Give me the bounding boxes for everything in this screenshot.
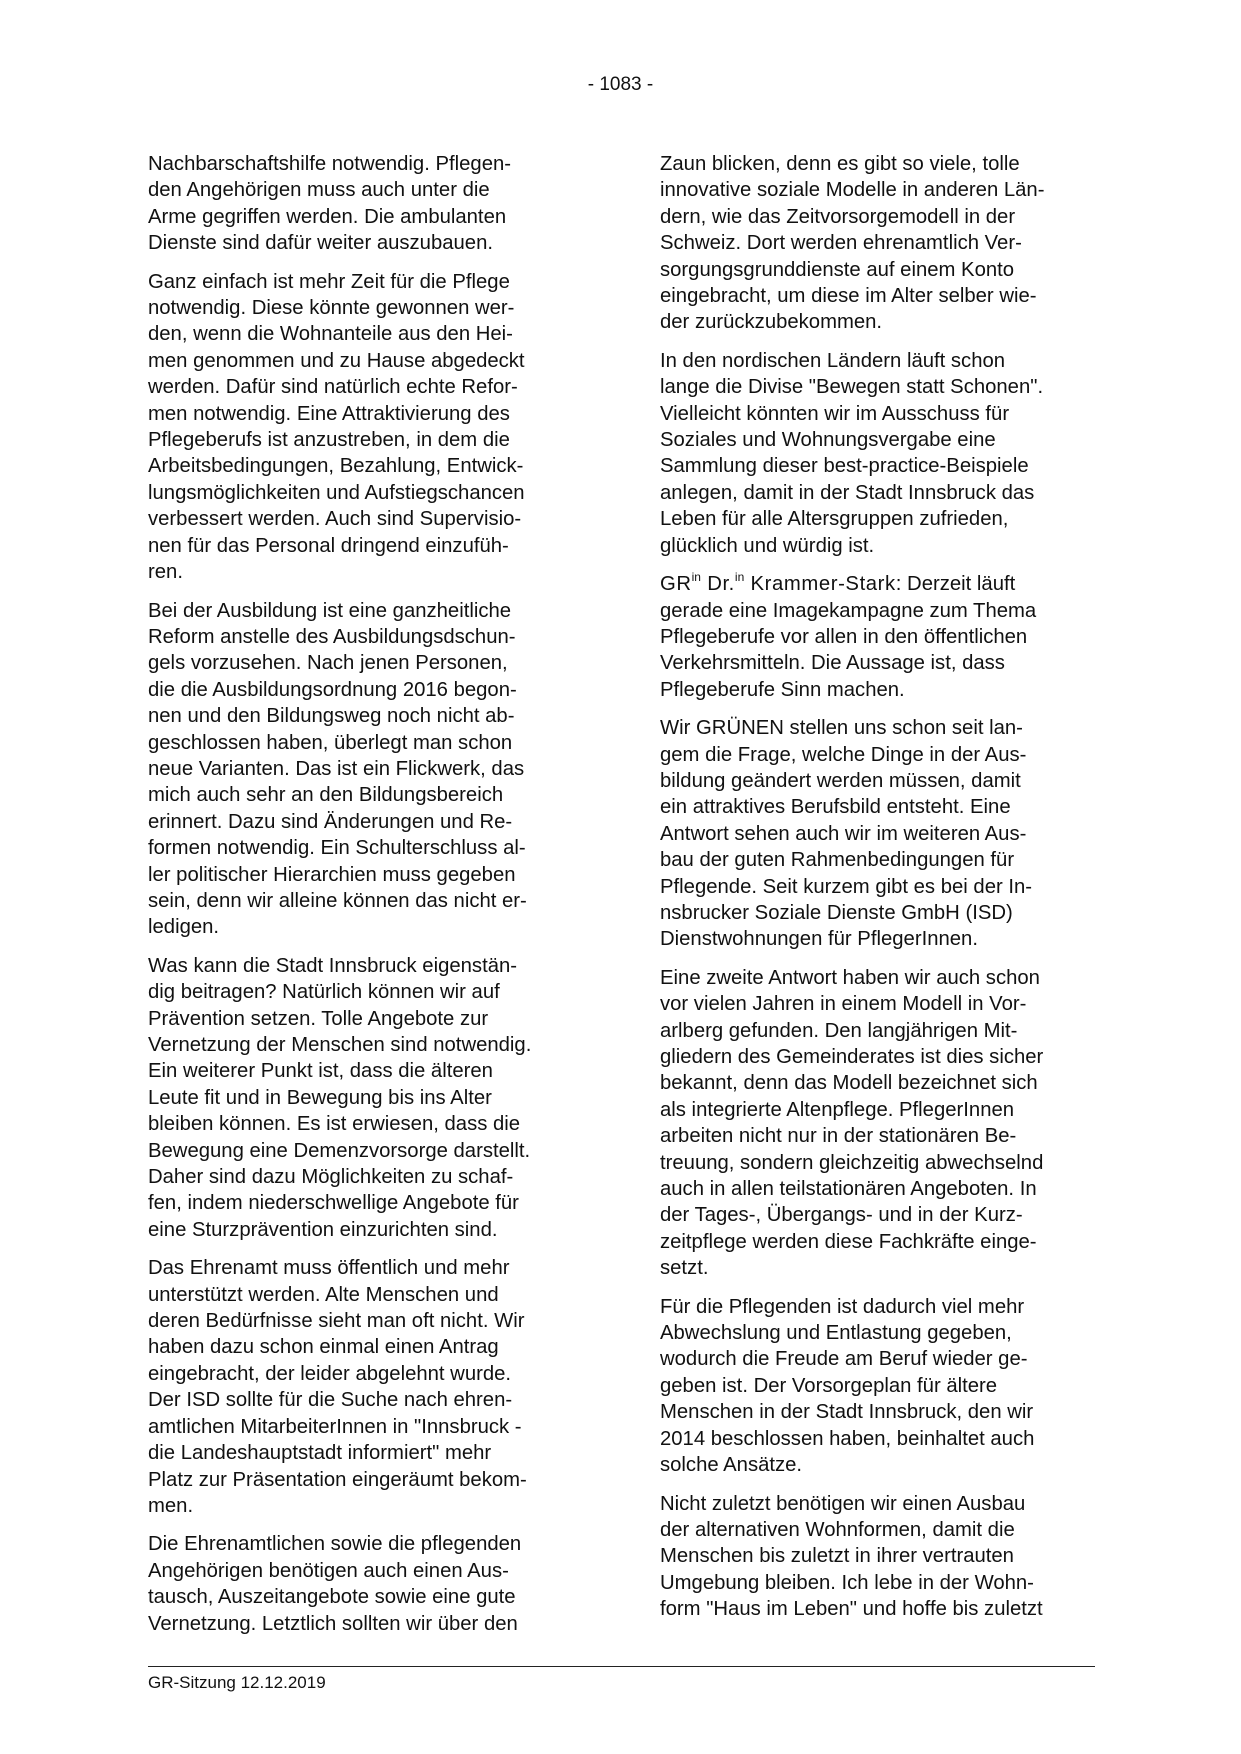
- text-line: bekannt, denn das Modell bezeichnet sich: [660, 1072, 1038, 1095]
- text-line: amtlichen MitarbeiterInnen in "Innsbruck -: [148, 1415, 522, 1438]
- text-line: Leben für alle Altersgruppen zufrieden,: [660, 508, 1009, 531]
- text-line: Das Ehrenamt muss öffentlich und mehr: [148, 1257, 510, 1280]
- text-line: dern, wie das Zeitvorsorgemodell in der: [660, 205, 1016, 228]
- text-line: dig beitragen? Natürlich können wir auf: [148, 981, 500, 1004]
- text-line: Vernetzung der Menschen sind notwendig.: [148, 1034, 532, 1056]
- text-line: eingebracht, der leider abgelehnt wurde.: [148, 1362, 512, 1385]
- text-line: Abwechslung und Entlastung gegeben,: [660, 1322, 1012, 1345]
- text-line: Nachbarschaftshilfe notwendig. Pflegen-: [148, 153, 512, 175]
- text-line: gem die Frage, welche Dinge in der Aus-: [660, 743, 1027, 766]
- paragraph: [148, 1255, 583, 1519]
- text-line: form "Haus im Leben" und hoffe bis zuletzt: [660, 1598, 1043, 1621]
- right-column: [660, 151, 1095, 1635]
- text-line: Eine zweite Antwort haben wir auch schon: [660, 966, 1040, 989]
- text-line: Pflegeberufs ist anzustreben, in dem die: [148, 429, 510, 452]
- text-line: Für die Pflegenden ist dadurch viel mehr: [660, 1295, 1025, 1318]
- text-line: Der ISD sollte für die Suche nach ehren-: [148, 1389, 513, 1412]
- text-line: Dienste sind dafür weiter auszubauen.: [148, 232, 493, 255]
- paragraph: [660, 1491, 1095, 1623]
- text-line: die die Ausbildungsordnung 2016 begon-: [148, 678, 517, 701]
- text-line: treuung, sondern gleichzeitig abwechselnd: [660, 1151, 1044, 1174]
- speaker-title-gr: GR: [660, 573, 692, 596]
- paragraph: [148, 269, 583, 586]
- text-line: neue Varianten. Das ist ein Flickwerk, das: [148, 757, 525, 780]
- text-line: verbessert werden. Auch sind Supervisio-: [148, 508, 522, 531]
- text-line: Reform anstelle des Ausbildungsdschun-: [148, 625, 516, 648]
- text-line: unterstützt werden. Alte Menschen und: [148, 1283, 499, 1306]
- page-number: - 1083 -: [587, 74, 654, 95]
- paragraph: [148, 953, 583, 1243]
- text-line: der alternativen Wohnformen, damit die: [660, 1518, 1015, 1541]
- text-line: ler politischer Hierarchien muss gegeben: [148, 863, 516, 886]
- text-line: Die Ehrenamtlichen sowie die pflegenden: [148, 1533, 522, 1556]
- text-line: gels vorzusehen. Nach jenen Personen,: [148, 652, 508, 675]
- paragraph: [148, 1531, 583, 1637]
- text-line: Vielleicht könnten wir im Ausschuss für: [660, 402, 1010, 425]
- speaker-title-dr-suffix: in: [734, 570, 745, 585]
- text-line: nen für das Personal dringend einzufüh-: [148, 534, 509, 557]
- text-line: gliedern des Gemeinderates ist dies sicher: [660, 1046, 1044, 1068]
- text-line: Leute fit und in Bewegung bis ins Alter: [148, 1086, 492, 1109]
- text-line: lungsmöglichkeiten und Aufstiegschancen: [148, 481, 525, 504]
- text-line: nsbrucker Soziale Dienste GmbH (ISD): [660, 901, 1013, 924]
- speaker-title-dr: Dr.: [700, 573, 735, 596]
- text-line: erinnert. Dazu sind Änderungen und Re-: [148, 810, 513, 833]
- text-line: formen notwendig. Ein Schulterschluss al-: [148, 837, 526, 860]
- speaker-title-gr-suffix: in: [691, 570, 701, 585]
- text-line: Soziales und Wohnungsvergabe eine: [660, 429, 996, 452]
- text-line: Ganz einfach ist mehr Zeit für die Pflege: [148, 270, 510, 293]
- text-line: men notwendig. Eine Attraktivierung des: [148, 402, 510, 425]
- text-line: arlberg gefunden. Den langjährigen Mit-: [660, 1019, 1018, 1042]
- text-line: anlegen, damit in der Stadt Innsbruck das: [660, 481, 1035, 504]
- text-line: Bewegung eine Demenzvorsorge darstellt.: [148, 1139, 531, 1162]
- text-line: Menschen in der Stadt Innsbruck, den wir: [660, 1401, 1034, 1424]
- paragraph: [148, 598, 583, 941]
- text-line: setzt.: [660, 1257, 709, 1280]
- text-line: vor vielen Jahren in einem Modell in Vor-: [660, 993, 1027, 1016]
- text-line: lange die Divise "Bewegen statt Schonen".: [660, 376, 1044, 399]
- text-line: der Tages-, Übergangs- und in der Kurz-: [660, 1204, 1023, 1227]
- text-line: deren Bedürfnisse sieht man oft nicht. Wir: [148, 1310, 525, 1333]
- text-line: Arme gegriffen werden. Die ambulanten: [148, 205, 507, 228]
- text-line: fen, indem niederschwellige Angebote für: [148, 1192, 519, 1215]
- text-line: Ein weiterer Punkt ist, dass die älteren: [148, 1060, 493, 1083]
- text-line: Verkehrsmitteln. Die Aussage ist, dass: [660, 652, 1005, 675]
- text-line: Pflegende. Seit kurzem gibt es bei der In-: [660, 875, 1033, 898]
- text-line: tausch, Auszeitangebote sowie eine gute: [148, 1586, 516, 1609]
- text-line: werden. Dafür sind natürlich echte Refor-: [148, 376, 518, 399]
- text-line: bleiben können. Es ist erwiesen, dass die: [148, 1113, 521, 1136]
- text-line: ren.: [148, 561, 183, 584]
- text-line: men genommen und zu Hause abgedeckt: [148, 349, 525, 372]
- footer-session-date: GR-Sitzung 12.12.2019: [148, 1673, 326, 1692]
- text-line: Angehörigen benötigen auch einen Aus-: [148, 1559, 509, 1582]
- text-line: den Angehörigen muss auch unter die: [148, 179, 490, 202]
- text-line: Zaun blicken, denn es gibt so viele, tolle: [660, 153, 1020, 175]
- text-line: bildung geändert werden müssen, damit: [660, 769, 1021, 792]
- text-line: eingebracht, um diese im Alter selber wie-: [660, 285, 1037, 308]
- text-line: : Derzeit läuft: [895, 573, 1016, 596]
- text-line: mich auch sehr an den Bildungsbereich: [148, 784, 504, 807]
- text-line: notwendig. Diese könnte gewonnen wer-: [148, 297, 515, 320]
- paragraph: [660, 965, 1095, 1282]
- text-line: geschlossen haben, überlegt man schon: [148, 731, 513, 754]
- paragraph: [148, 151, 583, 257]
- paragraph: [660, 348, 1095, 559]
- footer-divider: [148, 1666, 1095, 1667]
- text-line: die Landeshauptstadt informiert" mehr: [148, 1442, 492, 1465]
- paragraph: [660, 715, 1095, 953]
- text-line: Dienstwohnungen für PflegerInnen.: [660, 928, 978, 951]
- text-line: innovative soziale Modelle in anderen Län-: [660, 179, 1045, 202]
- speaker-name: [660, 570, 896, 596]
- text-line: gerade eine Imagekampagne zum Thema: [660, 599, 1037, 622]
- text-line: Pflegeberufe vor allen in den öffentlichen: [660, 625, 1028, 648]
- text-line: Schweiz. Dort werden ehrenamtlich Ver-: [660, 232, 1022, 255]
- text-line: Bei der Ausbildung ist eine ganzheitliche: [148, 599, 512, 622]
- text-line: Nicht zuletzt benötigen wir einen Ausbau: [660, 1492, 1026, 1515]
- text-line: geben ist. Der Vorsorgeplan für ältere: [660, 1374, 998, 1397]
- text-line: sorgungsgrunddienste auf einem Konto: [660, 258, 1015, 281]
- text-line: Vernetzung. Letztlich sollten wir über den: [148, 1612, 518, 1635]
- text-line: glücklich und würdig ist.: [660, 534, 875, 557]
- text-line: Daher sind dazu Möglichkeiten zu schaf-: [148, 1166, 514, 1189]
- text-line: men.: [148, 1494, 194, 1517]
- speaker-surname: Krammer-Stark: [744, 573, 896, 596]
- text-line: ein attraktives Berufsbild entsteht. Eine: [660, 796, 1011, 819]
- text-line: der zurückzubekommen.: [660, 311, 883, 334]
- text-line: solche Ansätze.: [660, 1454, 803, 1477]
- text-line: auch in allen teilstationären Angeboten. In: [660, 1178, 1037, 1201]
- text-line: bau der guten Rahmenbedingungen für: [660, 849, 1015, 872]
- text-line: wodurch die Freude am Beruf wieder ge-: [660, 1348, 1028, 1371]
- paragraph: [660, 1294, 1095, 1479]
- text-line: nen und den Bildungsweg noch nicht ab-: [148, 705, 515, 728]
- speaker-paragraph: [660, 571, 1095, 703]
- left-column: [148, 151, 583, 1649]
- text-line: haben dazu schon einmal einen Antrag: [148, 1336, 499, 1359]
- text-line: ledigen.: [148, 916, 220, 939]
- text-line: Menschen bis zuletzt in ihrer vertrauten: [660, 1545, 1014, 1568]
- text-line: zeitpflege werden diese Fachkräfte einge-: [660, 1230, 1037, 1253]
- text-line: den, wenn die Wohnanteile aus den Hei-: [148, 323, 513, 346]
- text-line: Was kann die Stadt Innsbruck eigenstän-: [148, 954, 518, 977]
- text-line: Wir GRÜNEN stellen uns schon seit lan-: [660, 717, 1023, 740]
- text-line: 2014 beschlossen haben, beinhaltet auch: [660, 1427, 1035, 1450]
- text-line: Pflegeberufe Sinn machen.: [660, 678, 905, 701]
- text-line: In den nordischen Ländern läuft schon: [660, 349, 1006, 372]
- text-line: Antwort sehen auch wir im weiteren Aus-: [660, 822, 1027, 845]
- text-line: arbeiten nicht nur in der stationären Be-: [660, 1125, 1017, 1148]
- paragraph: [660, 151, 1095, 336]
- text-line: Platz zur Präsentation eingeräumt bekom-: [148, 1468, 527, 1491]
- text-line: Prävention setzen. Tolle Angebote zur: [148, 1007, 489, 1030]
- text-line: Arbeitsbedingungen, Bezahlung, Entwick-: [148, 455, 524, 478]
- text-line: Sammlung dieser best-practice-Beispiele: [660, 455, 1029, 478]
- text-line: als integrierte Altenpflege. PflegerInnen: [660, 1098, 1015, 1121]
- text-line: sein, denn wir alleine können das nicht er-: [148, 889, 527, 912]
- text-line: Umgebung bleiben. Ich lebe in der Wohn-: [660, 1571, 1034, 1594]
- text-line: eine Sturzprävention einzurichten sind.: [148, 1218, 498, 1241]
